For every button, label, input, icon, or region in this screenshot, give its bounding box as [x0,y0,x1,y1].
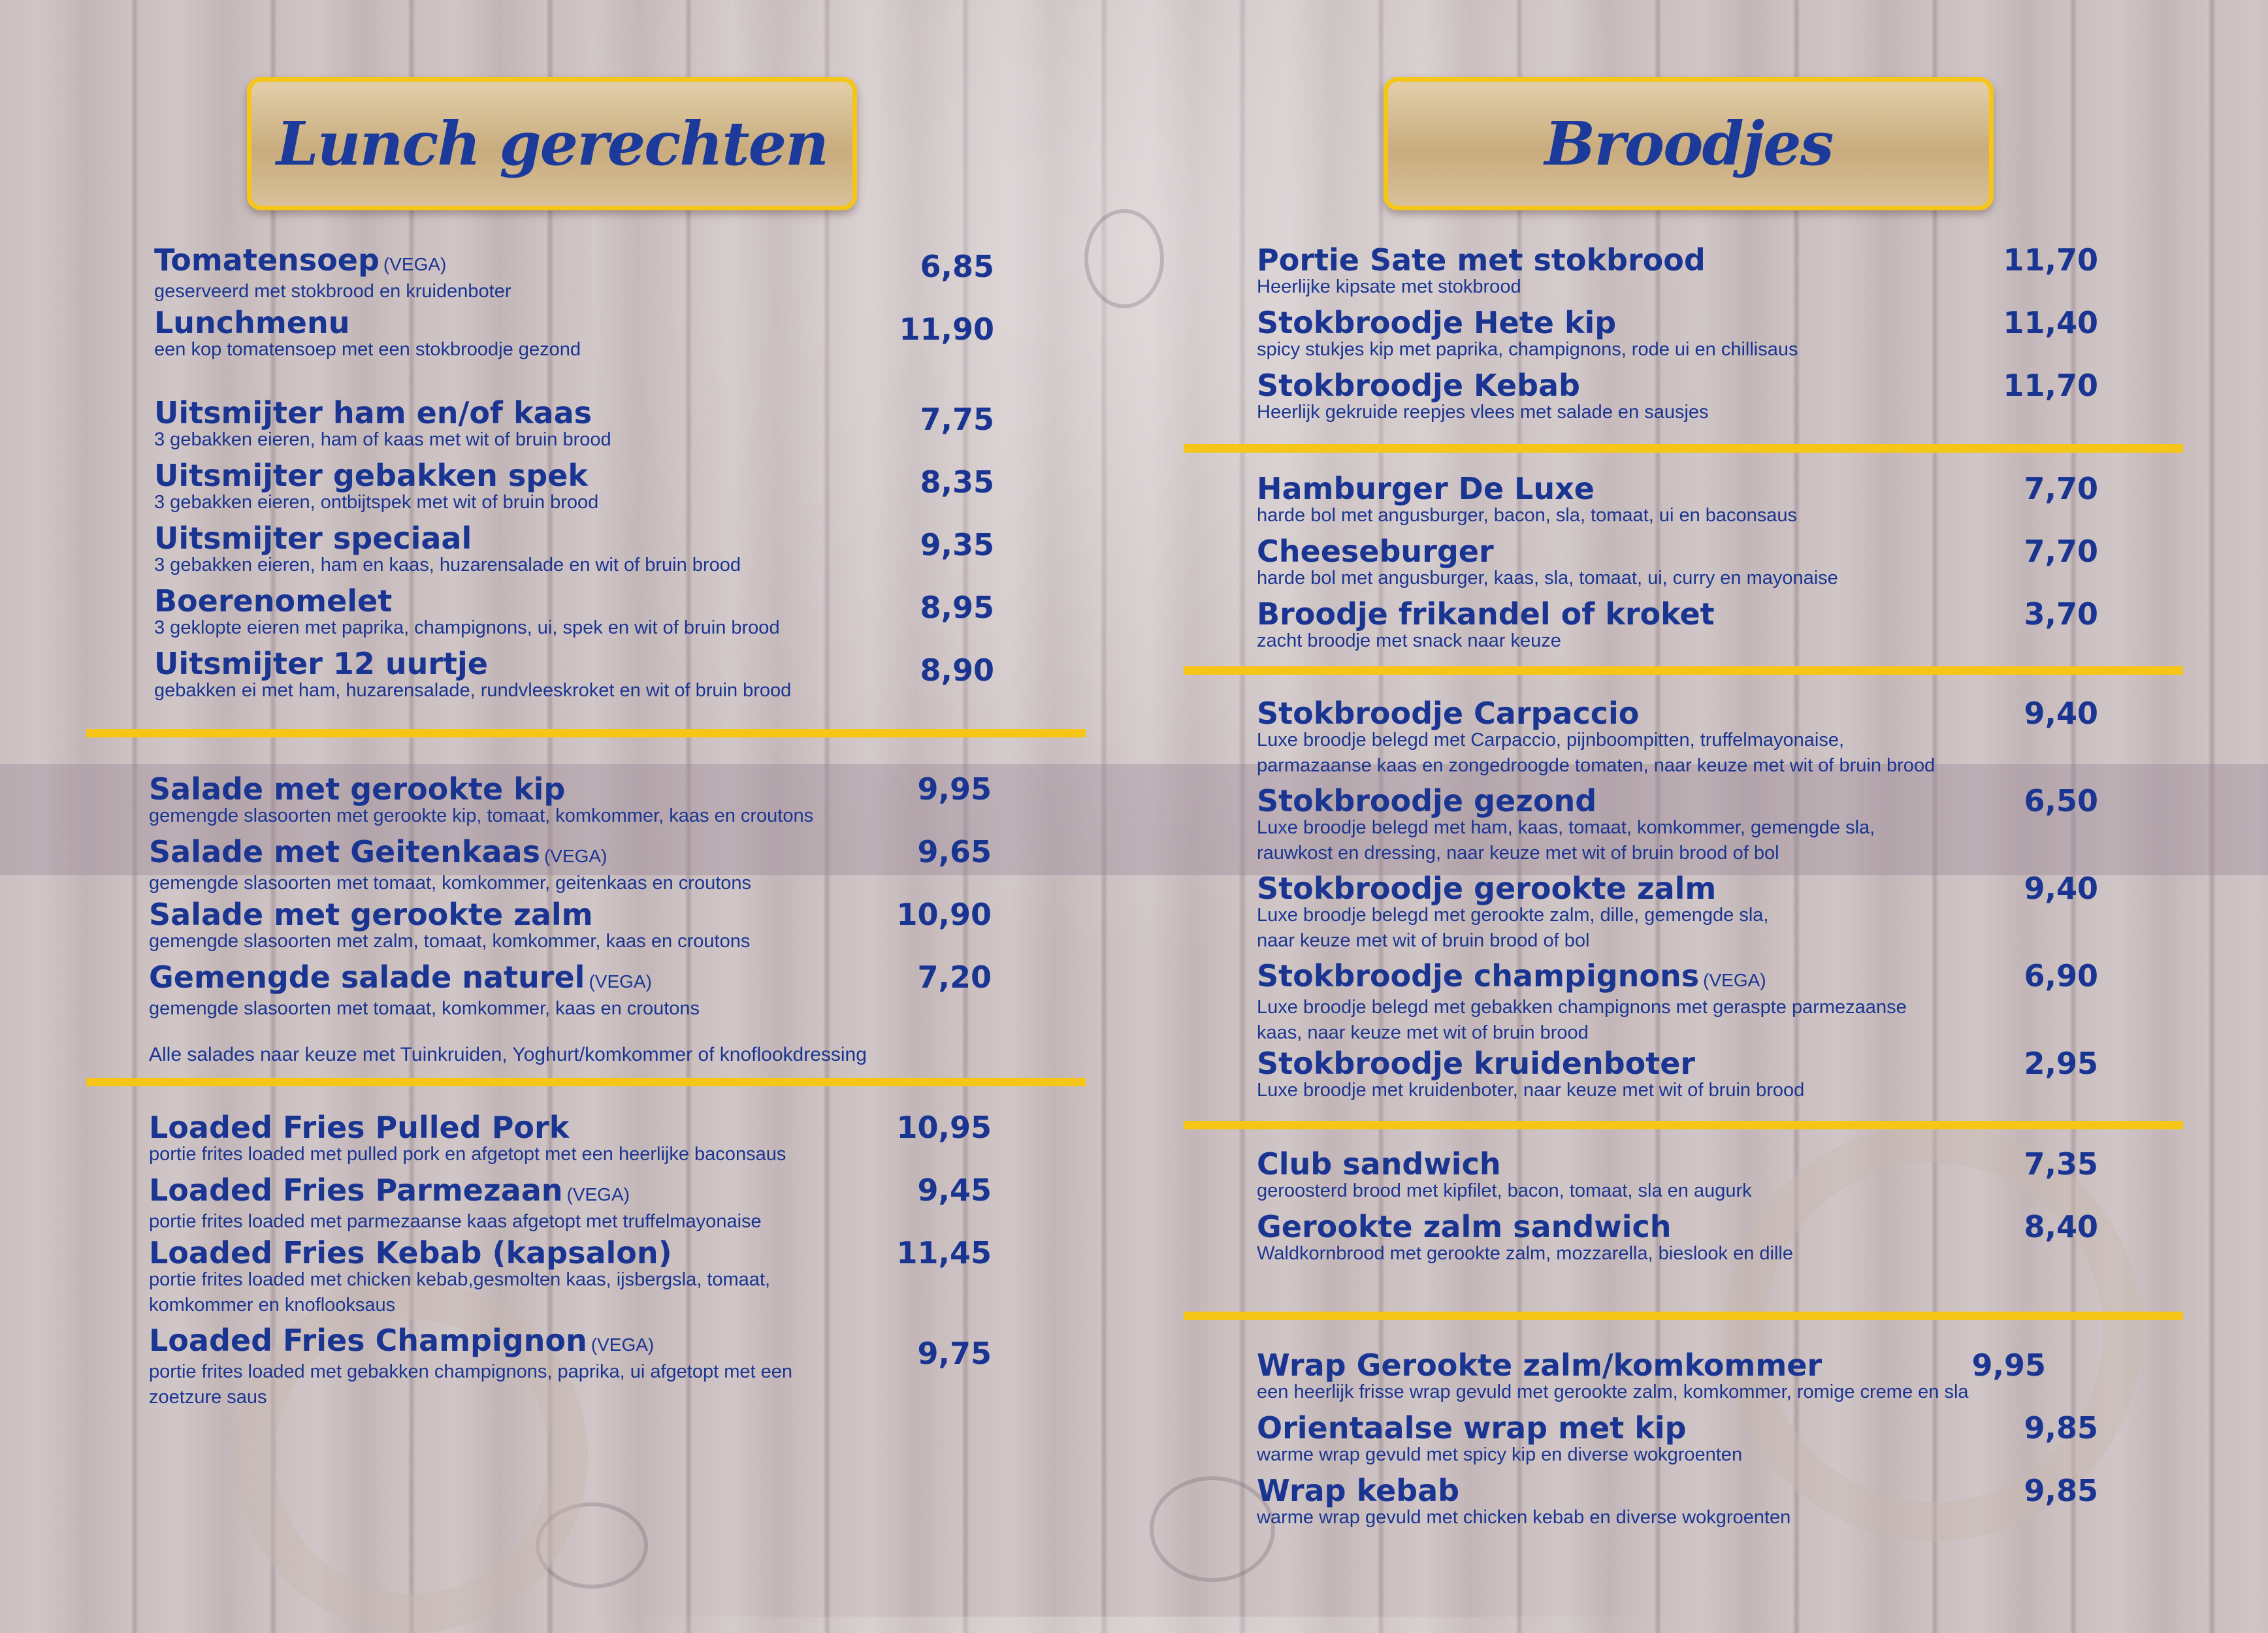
item-description: Luxe broodje belegd met Carpaccio, pijnboompitten, truffelmayonaise, [1257,730,1844,751]
menu-item [1257,1147,1752,1204]
item-name [1257,243,1706,277]
item-description: 3 gebakken eieren, ontbijtspek met wit of bruin brood [154,492,599,513]
item-description: 3 geklopte eieren met paprika, champignons, ui, spek en wit of bruin brood [154,617,780,638]
item-name [154,584,780,618]
menu-item [1257,1411,1742,1468]
item-description: Luxe broodje belegd met gerookte zalm, dille, gemengde sla, [1257,905,1769,926]
menu-item [149,1173,762,1235]
item-price: 9,35 [920,527,994,562]
item-description: warme wrap gevuld met spicy kip en diverse wokgroenten [1257,1444,1743,1465]
item-price: 9,40 [2024,871,2098,906]
item-description: een heerlijk frisse wrap gevuld met gerookte zalm, komkommer, romige creme en sla [1257,1382,1969,1402]
item-description: Luxe broodje belegd met ham, kaas, tomaat, komkommer, gemengde sla, [1257,817,1875,838]
item-description: 3 gebakken eieren, ham en kaas, huzarensalade en wit of bruin brood [154,555,741,575]
item-name [154,459,598,493]
item-price: 7,70 [2024,534,2098,569]
item-name-text: Club sandwich [1257,1146,1501,1182]
item-description: Heerlijke kipsate met stokbrood [1257,276,1521,297]
menu-item [154,584,780,641]
item-name [1257,472,1797,506]
lunch-title-board [247,77,857,210]
menu-item [149,772,813,829]
item-name [1257,871,1768,905]
menu-item [1257,306,1798,363]
item-name [149,772,813,806]
item-name [154,396,611,430]
vega-tag: (VEGA) [1703,970,1766,990]
item-name-text: Loaded Fries Kebab (kapsalon) [149,1235,672,1270]
item-price: 11,40 [2003,305,2098,340]
item-description: gemengde slasoorten met zalm, tomaat, komkommer, kaas en croutons [149,931,751,952]
item-description: Heerlijk gekruide reepjes vlees met salade en sausjes [1257,402,1709,423]
item-price: 11,70 [2003,242,2098,278]
salad-dressing-note: Alle salades naar keuze met Tuinkruiden, Yoghurt/komkommer of knoflookdressing [149,1044,867,1065]
item-description: spicy stukjes kip met paprika, champignons, rode ui en chillisaus [1257,339,1798,360]
item-name [149,835,751,873]
section-divider [1184,1312,2183,1320]
item-name [149,1173,762,1212]
item-price: 8,35 [920,464,994,500]
item-name-text: Stokbroodje gezond [1257,783,1597,818]
item-description: Luxe broodje belegd met gebakken champignons met geraspte parmezaanse [1257,997,1907,1018]
item-description: Luxe broodje met kruidenboter, naar keuze met wit of bruin brood [1257,1080,1805,1101]
menu-item [154,396,611,453]
section-divider [86,1078,1086,1086]
item-name [149,1236,770,1270]
item-price: 7,35 [2024,1146,2098,1182]
item-description: geserveerd met stokbrood en kruidenboter [154,281,511,302]
item-description: warme wrap gevuld met chicken kebab en diverse wokgroenten [1257,1507,1791,1528]
item-name-text: Portie Sate met stokbrood [1257,242,1706,278]
item-name-text: Stokbroodje Hete kip [1257,305,1617,340]
item-price: 11,45 [896,1235,992,1270]
page-title: Broodjes [1544,108,1833,179]
item-description: rauwkost en dressing, naar keuze met wit of bruin brood of bol [1257,843,1779,864]
menu-item [1257,1348,1969,1405]
item-description: portie frites loaded met gebakken champignons, paprika, ui afgetopt met een [149,1361,792,1382]
item-description: harde bol met angusburger, bacon, sla, tomaat, ui en baconsaus [1257,505,1798,526]
menu-item [149,835,751,896]
item-description: portie frites loaded met chicken kebab,gesmolten kaas, ijsbergsla, tomaat, [149,1269,771,1290]
wood-knot [1084,209,1164,308]
item-price: 9,95 [917,771,992,807]
section-divider [1184,666,2183,675]
menu-item [154,306,581,363]
item-name [1257,1046,1804,1080]
menu-item [149,897,750,954]
item-name-text: Cheeseburger [1257,534,1494,569]
item-price: 10,90 [896,897,992,932]
menu-item [1257,368,1709,425]
item-name [154,647,791,681]
item-price: 11,70 [2003,368,2098,403]
item-price: 7,20 [917,960,992,995]
item-name-text: Lunchmenu [154,305,350,340]
item-description: gebakken ei met ham, huzarensalade, rundvleeskroket en wit of bruin brood [154,680,792,701]
item-name [1257,1210,1793,1244]
item-name [1257,1147,1752,1181]
item-name-text: Stokbroodje kruidenboter [1257,1046,1696,1081]
item-price: 10,95 [896,1110,992,1145]
menu-item [149,1236,770,1318]
item-name-text: Loaded Fries Pulled Pork [149,1110,570,1145]
item-name-text: Stokbroodje Kebab [1257,368,1580,403]
menu-item [1257,696,1935,779]
item-description: gemengde slasoorten met tomaat, komkommer, kaas en croutons [149,998,700,1019]
item-description: een kop tomatensoep met een stokbroodje gezond [154,339,581,360]
item-price: 3,70 [2024,596,2098,632]
item-name [1257,1411,1742,1445]
item-price: 9,75 [917,1336,992,1371]
item-name-text: Tomatensoep [154,242,380,278]
broodjes-title-board [1384,77,1994,210]
item-name-text: Uitsmijter gebakken spek [154,458,588,493]
item-name-text: Uitsmijter ham en/of kaas [154,395,592,430]
item-name [149,1110,786,1144]
item-price: 7,75 [920,402,994,437]
vega-tag: (VEGA) [543,846,608,866]
menu-item [1257,472,1797,528]
item-price: 6,90 [2024,958,2098,994]
item-name-text: Broodje frikandel of kroket [1257,596,1715,632]
item-name [1257,597,1715,631]
menu-item [1257,1210,1793,1267]
item-name-text: Salade met gerookte kip [149,771,566,807]
item-price: 9,65 [917,834,992,869]
item-price: 9,85 [2024,1410,2098,1446]
item-description: zacht broodje met snack naar keuze [1257,630,1561,651]
item-name [154,306,581,340]
vega-tag: (VEGA) [591,1334,655,1355]
item-name-text: Hamburger De Luxe [1257,471,1595,506]
item-description: kaas, naar keuze met wit of bruin brood [1257,1022,1589,1043]
item-name-text: Orientaalse wrap met kip [1257,1410,1687,1446]
item-description: komkommer en knoflooksaus [149,1295,396,1316]
item-name [1257,959,1907,997]
item-description: portie frites loaded met parmezaanse kaas afgetopt met truffelmayonaise [149,1211,762,1232]
page-title: Lunch gerechten [276,108,828,179]
menu-item [149,1110,786,1167]
item-name-text: Wrap Gerookte zalm/komkommer [1257,1348,1822,1383]
item-price: 8,40 [2024,1209,2098,1244]
item-name-text: Salade met Geitenkaas [149,834,540,869]
menu-item [154,459,598,515]
menu-item [1257,1046,1804,1103]
item-price: 7,70 [2024,471,2098,506]
menu-item [149,1323,792,1410]
item-description: 3 gebakken eieren, ham of kaas met wit of bruin brood [154,429,611,450]
item-name [1257,306,1798,340]
item-description: zoetzure saus [149,1387,267,1408]
item-description: naar keuze met wit of bruin brood of bol [1257,930,1590,951]
item-name [1257,696,1935,730]
item-description: Waldkornbrood met gerookte zalm, mozzarella, bieslook en dille [1257,1243,1793,1264]
item-price: 8,95 [920,590,994,625]
item-name-text: Gemengde salade naturel [149,960,585,995]
item-price: 2,95 [2024,1046,2098,1081]
item-price: 6,50 [2024,783,2098,818]
item-name [1257,1348,1969,1382]
item-name [1257,1474,1790,1508]
item-description: parmazaanse kaas en zongedroogde tomaten, naar keuze met wit of bruin brood [1257,755,1936,776]
section-divider [86,729,1086,737]
item-price: 9,95 [1971,1348,2046,1383]
item-name [1257,368,1709,402]
item-name-text: Stokbroodje gerookte zalm [1257,871,1717,906]
vega-tag: (VEGA) [566,1184,630,1205]
item-description: gemengde slasoorten met gerookte kip, tomaat, komkommer, kaas en croutons [149,805,814,826]
menu-item [1257,959,1907,1046]
item-name-text: Gerookte zalm sandwich [1257,1209,1672,1244]
item-name-text: Stokbroodje champignons [1257,958,1700,994]
vega-tag: (VEGA) [589,971,652,992]
item-name [1257,784,1875,818]
item-price: 11,90 [899,312,994,347]
menu-item [1257,871,1768,954]
menu-item [1257,784,1875,866]
item-price: 6,85 [920,249,994,284]
menu-item [154,521,741,578]
item-price: 9,45 [917,1172,992,1208]
item-description: gemengde slasoorten met tomaat, komkommer, geitenkaas en croutons [149,873,752,894]
menu-item [149,960,700,1022]
item-name [149,960,700,999]
menu-item [154,647,791,703]
menu-item [1257,243,1706,300]
item-description: harde bol met angusburger, kaas, sla, tomaat, ui, curry en mayonaise [1257,568,1838,589]
item-price: 9,85 [2024,1473,2098,1508]
section-divider [1184,444,2183,453]
item-description: geroosterd brood met kipfilet, bacon, tomaat, sla en augurk [1257,1180,1752,1201]
item-price: 9,40 [2024,696,2098,731]
item-name-text: Loaded Fries Parmezaan [149,1172,563,1208]
item-name-text: Salade met gerookte zalm [149,897,593,932]
item-name [154,243,511,282]
item-name [1257,534,1838,568]
menu-item [1257,1474,1790,1530]
item-name-text: Wrap kebab [1257,1473,1460,1508]
item-name [149,897,750,931]
item-name-text: Uitsmijter speciaal [154,521,472,556]
item-description: portie frites loaded met pulled pork en afgetopt met een heerlijke baconsaus [149,1144,786,1165]
item-name-text: Uitsmijter 12 uurtje [154,646,489,681]
item-price: 8,90 [920,653,994,688]
item-name-text: Stokbroodje Carpaccio [1257,696,1640,731]
item-name [154,521,741,555]
item-name-text: Boerenomelet [154,583,393,619]
item-name-text: Loaded Fries Champignon [149,1323,587,1358]
section-divider [1184,1121,2183,1129]
menu-item [1257,597,1715,654]
menu-item [1257,534,1838,591]
menu-item [154,243,511,304]
item-name [149,1323,792,1362]
vega-tag: (VEGA) [383,254,447,274]
